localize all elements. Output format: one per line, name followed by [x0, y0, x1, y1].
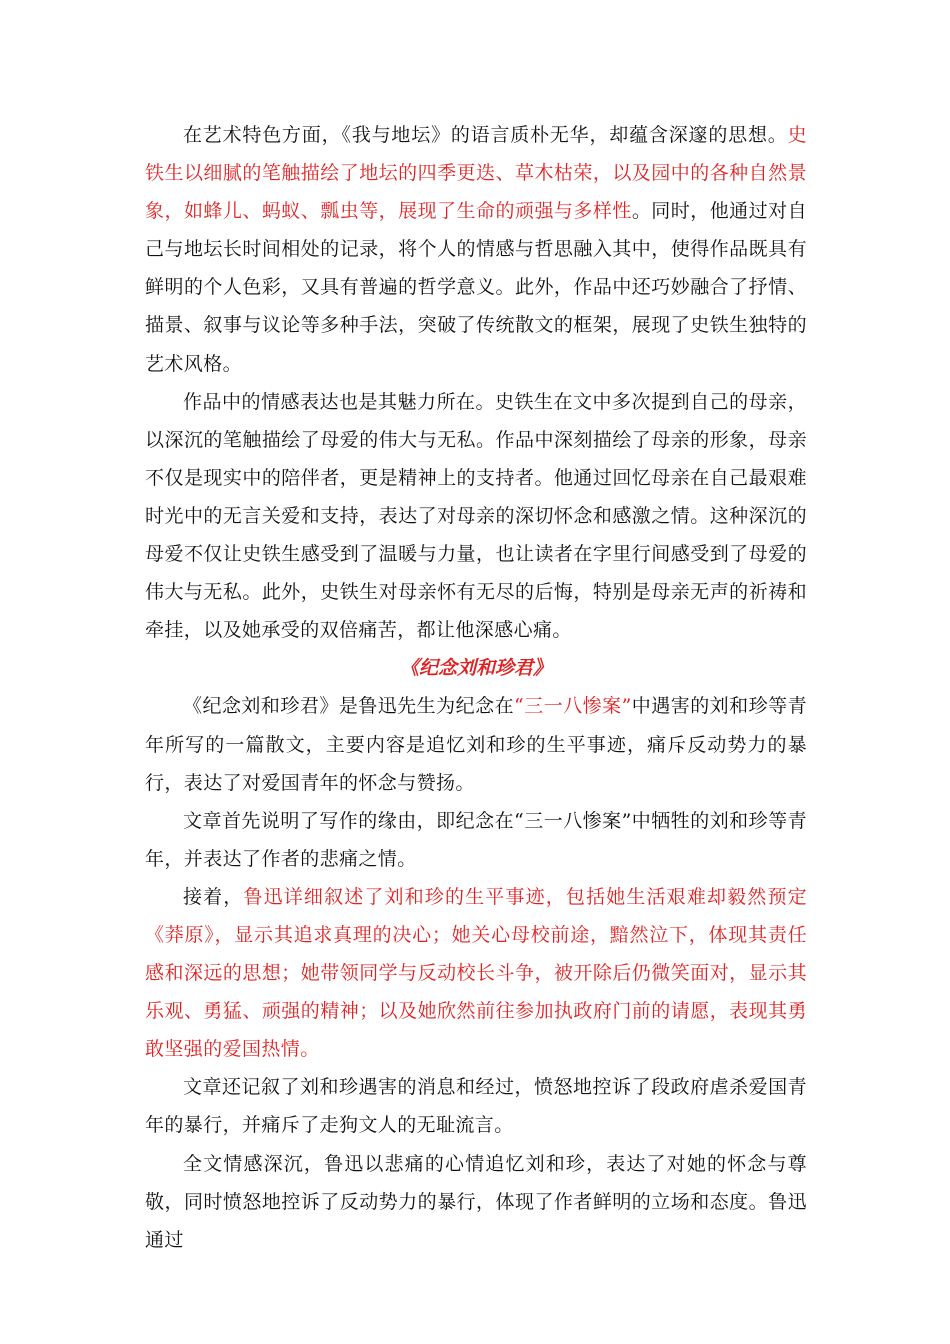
paragraph-art-features: [145, 116, 807, 383]
paragraph-intro-liu: [145, 687, 807, 801]
paragraph-intro-liu-after: 中遇害的刘和珍等青年所写的一篇散文，主要内容是追忆刘和珍的生平事迹，痛斥反动势力的暴行，表达了对爱国青年的怀念与赞扬。: [145, 695, 807, 794]
paragraph-massacre: 文章还记叙了刘和珍遇害的消息和经过，愤怒地控诉了段政府虐杀爱国青年的暴行，并痛斥了走狗文人的无耻流言。: [145, 1076, 807, 1137]
paragraph-art-features-intro: 在艺术特色方面，《我与地坛》的语言质朴无华，却蕴含深邃的思想。: [183, 124, 788, 146]
section-title: 《纪念刘和珍君》: [399, 657, 552, 680]
paragraph-life-story-lead: 接着，: [183, 885, 244, 908]
paragraph-emotion: 作品中的情感表达也是其魅力所在。史铁生在文中多次提到自己的母亲，以深沉的笔触描绘了母爱的伟大与无私。作品中深刻描绘了母亲的形象，母亲不仅是现实中的陪伴者，更是精神上的支持者。他通过回忆母亲在自己最艰难时光中的无言关爱和支持，表达了对母亲的深切怀念和感激之情。这种深沉的母爱不仅让史铁生感受到了温暖与力量，也让读者在字里行间感受到了母爱的伟大与无私。此外，史铁生对母亲怀有无尽的后悔，特别是母亲无声的祈祷和牵挂，以及她承受的双倍痛苦，都让他深感心痛。: [145, 390, 807, 642]
paragraph-life-story: [145, 878, 807, 1068]
highlighted-event-name: “三一八惨案”: [514, 695, 632, 718]
highlighted-nature-description: 史铁生以细腻的笔触描绘了地坛的四季更迭、草木枯荣，以及园中的各种自然景象，如蜂儿、蚂蚁、瓢虫等，展现了生命的顽强与多样性: [145, 124, 807, 223]
paragraph-purpose: 文章首先说明了写作的缘由，即纪念在“三一八惨案”中牺牲的刘和珍等青年，并表达了作者的悲痛之情。: [145, 809, 807, 870]
highlighted-life-story: 鲁迅详细叙述了刘和珍的生平事迹，包括她生活艰难却毅然预定《莽原》，显示其追求真理的决心；她关心母校前途，黯然泣下，体现其责任感和深远的思想；她带领同学与反动校长斗争，被开除后仍微笑面对，显示其乐观、勇猛、顽强的精神；以及她欣然前往参加执政府门前的请愿，表现其勇敢坚强的爱国热情。: [145, 885, 808, 1061]
paragraph-intro-liu-before: 《纪念刘和珍君》是鲁迅先生为纪念在: [183, 695, 515, 718]
paragraph-art-features-rest: 。同时，他通过对自己与地坛长时间相处的记录，将个人的情感与哲思融入其中，使得作品既具有鲜明的个人色彩，又具有普遍的哲学意义。此外，作品中还巧妙融合了抒情、描景、叙事与议论等多种手法，突破了传统散文的框架，展现了史铁生独特的艺术风格。: [145, 200, 807, 375]
document-page: [145, 116, 807, 1259]
paragraph-summary: 全文情感深沉，鲁迅以悲痛的心情追忆刘和珍，表达了对她的怀念与尊敬，同时愤怒地控诉了反动势力的暴行，体现了作者鲜明的立场和态度。鲁迅通过: [145, 1152, 807, 1251]
